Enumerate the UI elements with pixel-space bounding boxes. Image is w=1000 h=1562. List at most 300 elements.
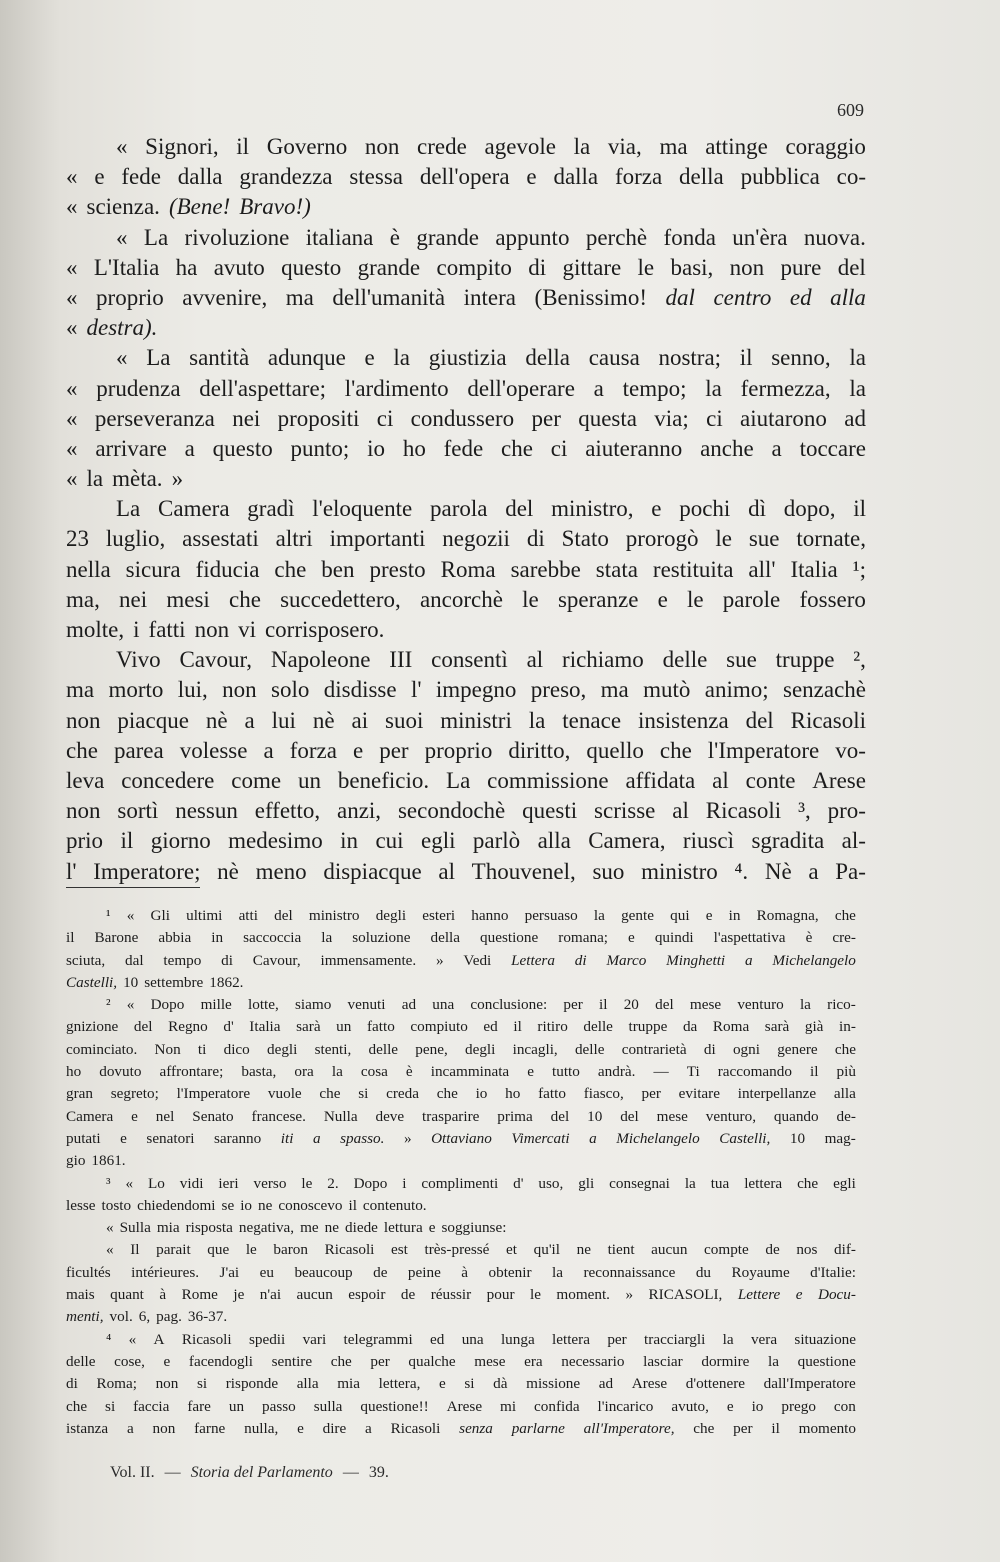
text-line xyxy=(66,313,866,343)
word: missione xyxy=(526,1375,581,1393)
word: santità xyxy=(189,345,250,371)
word: tempo xyxy=(163,951,202,969)
word: cosa xyxy=(360,1063,388,1081)
word: basi, xyxy=(670,254,714,280)
word: « xyxy=(125,1174,134,1192)
word: avuto, xyxy=(671,1397,709,1415)
footnote-line xyxy=(66,1039,856,1061)
word: (Benissimo! xyxy=(534,284,647,310)
word: ben xyxy=(321,556,355,582)
word: nè xyxy=(312,707,335,733)
word: à xyxy=(159,1286,167,1304)
word: di xyxy=(528,254,547,280)
word: dell'operare xyxy=(467,375,575,401)
word: creda xyxy=(386,1085,419,1103)
word: chiedendomi xyxy=(137,1196,216,1214)
word: nel xyxy=(155,1107,175,1125)
word: « xyxy=(66,375,78,401)
word: fiasco, xyxy=(583,1085,624,1103)
word: saccoccia xyxy=(243,929,302,947)
word: ma xyxy=(285,284,314,310)
word: egli xyxy=(833,1174,856,1192)
word: Arese xyxy=(631,1375,668,1393)
word: dispiacque xyxy=(323,858,422,884)
word: agevole xyxy=(484,134,556,159)
word: pro- xyxy=(827,798,866,824)
word: una xyxy=(432,996,455,1014)
word: della xyxy=(430,929,461,947)
word: questione!! xyxy=(360,1397,429,1415)
word: 10 xyxy=(123,973,139,991)
word: ne xyxy=(324,1219,340,1237)
word: conte xyxy=(745,767,796,793)
word: e xyxy=(795,1286,803,1304)
word: questione xyxy=(480,929,539,947)
word: abbia xyxy=(158,929,192,947)
word: degli xyxy=(266,1040,298,1058)
word: toccare xyxy=(799,435,866,461)
word: la xyxy=(573,134,591,159)
word: meno xyxy=(255,858,307,884)
word: degli xyxy=(375,907,407,924)
word: uso, xyxy=(538,1174,564,1192)
word: nulla, xyxy=(244,1419,279,1437)
word: de xyxy=(400,1286,416,1304)
word: gente xyxy=(621,907,654,924)
word: sicura xyxy=(125,556,181,582)
word: moment. xyxy=(556,1286,610,1304)
word: scienza. xyxy=(86,194,160,220)
word: « xyxy=(116,134,128,159)
word: fatto xyxy=(366,1018,395,1036)
word: Castelli, xyxy=(66,973,118,991)
word: lettera xyxy=(552,1330,590,1348)
word: è xyxy=(389,224,400,250)
word: ultimi xyxy=(186,907,223,924)
word: fermezza, xyxy=(740,375,831,401)
word: 1862. xyxy=(209,973,244,991)
word: contenuto. xyxy=(362,1196,427,1214)
word: ci xyxy=(376,405,394,431)
word: non xyxy=(66,707,101,733)
word: del xyxy=(133,1018,153,1036)
word: stata xyxy=(595,556,638,582)
word: momento xyxy=(798,1419,856,1437)
word: ma xyxy=(659,134,688,159)
word: prudenza xyxy=(96,375,181,401)
word: è xyxy=(805,929,813,947)
text-line xyxy=(66,132,866,162)
word: de xyxy=(373,1263,388,1281)
footnote-line xyxy=(66,1128,856,1150)
footnote-line xyxy=(66,1150,856,1172)
word: diritto, xyxy=(508,737,571,763)
word: telegrammi xyxy=(343,1330,413,1348)
word: di xyxy=(66,1375,78,1393)
word: a xyxy=(126,1419,134,1437)
word: Ricasoli xyxy=(181,1330,232,1348)
word: et xyxy=(506,1241,518,1259)
word: che xyxy=(66,737,98,763)
word: propositi xyxy=(277,405,360,431)
word: intera xyxy=(463,284,517,310)
word: del xyxy=(550,1107,570,1125)
word: mesi xyxy=(166,586,210,612)
word: pure xyxy=(780,254,822,280)
footnotes xyxy=(66,905,856,1440)
page-number: 609 xyxy=(837,100,864,120)
word: Ottaviano xyxy=(431,1129,492,1147)
word: Vivo xyxy=(116,647,161,673)
word: ³ xyxy=(106,1174,111,1192)
word: quello xyxy=(586,737,644,763)
word: e xyxy=(131,1107,138,1125)
word: via, xyxy=(607,134,642,159)
text-line xyxy=(66,796,866,826)
footnote-line xyxy=(66,1329,856,1351)
word: atti xyxy=(238,907,258,924)
word: che xyxy=(436,1085,458,1103)
word: francese. xyxy=(251,1107,306,1125)
word: Michelangelo xyxy=(772,951,856,969)
word: parole xyxy=(722,586,781,612)
word: L'Italia xyxy=(93,254,160,280)
word: delle xyxy=(368,1040,399,1058)
word: mia xyxy=(337,1375,361,1393)
word: quant xyxy=(110,1286,144,1304)
word: l'eloquente xyxy=(312,496,413,522)
word: RICASOLI, xyxy=(648,1286,723,1304)
word: « xyxy=(116,224,128,250)
footer-dash: — xyxy=(164,1464,181,1481)
word: Vimercati xyxy=(511,1129,570,1147)
word: Camera, xyxy=(588,828,666,854)
word: effetto, xyxy=(254,798,321,824)
word: Minghetti xyxy=(666,951,726,969)
word: è xyxy=(405,1063,413,1081)
text-line xyxy=(66,192,866,222)
word: diede xyxy=(345,1219,378,1237)
word: degli xyxy=(464,1040,496,1058)
word: ne xyxy=(258,1196,273,1214)
word: situazione xyxy=(794,1330,856,1348)
word: est xyxy=(391,1241,408,1259)
word: a xyxy=(589,1129,597,1147)
word: peine xyxy=(407,1263,441,1281)
word: un xyxy=(336,1018,352,1036)
word: d' xyxy=(223,1018,234,1036)
word: lettura xyxy=(383,1219,423,1237)
word: lettera, xyxy=(378,1375,421,1393)
word: più xyxy=(836,1063,856,1081)
word: non xyxy=(66,798,101,824)
word: nei xyxy=(119,586,148,612)
word: parait xyxy=(156,1241,191,1259)
text-line xyxy=(66,253,866,283)
word: all' xyxy=(748,556,776,582)
word: « xyxy=(106,1219,114,1237)
footnote-line xyxy=(66,1173,856,1195)
word: « xyxy=(66,405,78,431)
word: Barone xyxy=(94,929,139,947)
word: che xyxy=(330,1352,352,1370)
word: Docu- xyxy=(817,1286,856,1304)
word: Napoleone xyxy=(270,647,371,673)
word: a xyxy=(593,375,604,401)
word: prio xyxy=(66,828,104,854)
word: speranze xyxy=(557,586,639,612)
word: il xyxy=(739,345,753,371)
word: ne xyxy=(576,1241,591,1259)
word: dì xyxy=(748,496,766,522)
word: senzachè xyxy=(783,677,866,703)
word: la xyxy=(331,1063,343,1081)
word: Bravo!) xyxy=(239,194,311,220)
word: punto; xyxy=(290,435,350,461)
word: gio xyxy=(66,1152,86,1170)
word: che xyxy=(834,907,856,924)
word: parola xyxy=(430,496,488,522)
word: me xyxy=(300,1219,319,1237)
text-line xyxy=(66,374,866,404)
word: d'Italie: xyxy=(810,1263,856,1281)
word: sarà xyxy=(296,1018,321,1036)
word: fatti xyxy=(148,617,186,642)
word: beaucoup xyxy=(294,1263,353,1281)
word: pochi xyxy=(679,496,731,522)
word: eu xyxy=(259,1263,274,1281)
word: non xyxy=(364,134,400,159)
word: mutò xyxy=(643,677,691,703)
word: 6, xyxy=(138,1308,151,1326)
word: aiutarono xyxy=(740,405,827,431)
word: lettera xyxy=(744,1174,783,1192)
word: negozii xyxy=(442,526,510,552)
word: delle xyxy=(583,1018,613,1036)
word: quindi xyxy=(654,929,694,947)
word: Ti xyxy=(686,1063,700,1081)
word: ³, xyxy=(798,798,811,824)
word: pubblica xyxy=(740,164,820,190)
word: Signori, xyxy=(145,134,219,159)
word: avvenire, xyxy=(182,284,268,310)
word: al xyxy=(438,858,455,884)
word: Lettera xyxy=(511,951,555,969)
footnote-line xyxy=(66,950,856,972)
word: si xyxy=(358,1085,369,1103)
word: grande xyxy=(416,224,479,250)
word: Lettere xyxy=(737,1286,781,1304)
word: aucun xyxy=(296,1286,333,1304)
word: Roma; xyxy=(96,1375,137,1393)
word: Governo xyxy=(266,134,348,159)
word: del xyxy=(505,496,534,522)
word: parea xyxy=(113,737,164,763)
word: Ricasoli xyxy=(790,707,866,733)
word: istanza xyxy=(66,1419,109,1437)
word: dif- xyxy=(834,1241,856,1259)
word: fonda xyxy=(663,224,716,250)
word: il xyxy=(810,1063,819,1081)
word: Cavour, xyxy=(179,647,252,673)
word: nei xyxy=(232,405,261,431)
word: per xyxy=(733,1419,753,1437)
word: dalla xyxy=(553,164,599,190)
word: La xyxy=(146,345,171,371)
word: Ricasoli xyxy=(324,1241,375,1259)
word: attinge xyxy=(705,134,768,159)
word: ci xyxy=(550,435,568,461)
word: al xyxy=(712,767,729,793)
word: iti xyxy=(280,1129,294,1147)
word: ti xyxy=(197,1040,207,1058)
word: giustizia xyxy=(428,345,507,371)
word: conoscevo xyxy=(278,1196,343,1214)
word: in xyxy=(340,828,359,854)
word: ed xyxy=(483,1018,498,1036)
word: conclusione: xyxy=(470,996,548,1014)
word: Ricasoli xyxy=(390,1419,441,1437)
word: dopo, xyxy=(783,496,836,522)
word: farne xyxy=(194,1419,226,1437)
word: ad xyxy=(401,996,417,1014)
word: truppe xyxy=(775,647,835,673)
word: compito xyxy=(436,254,512,280)
word: « xyxy=(116,345,128,371)
word: » xyxy=(436,951,444,969)
word: « xyxy=(66,194,78,220)
word: gradì xyxy=(247,496,295,522)
word: destra). xyxy=(86,315,158,341)
word: ora xyxy=(294,1063,314,1081)
word: 23 xyxy=(66,526,89,552)
word: senatori xyxy=(146,1129,195,1147)
word: l' xyxy=(410,677,422,703)
word: la xyxy=(528,707,546,733)
word: Sulla xyxy=(119,1219,151,1237)
word: non xyxy=(152,1419,176,1437)
word: sulla xyxy=(313,1397,343,1415)
word: vo- xyxy=(835,737,866,763)
word: mag- xyxy=(824,1129,856,1147)
word: ma xyxy=(600,677,629,703)
word: a xyxy=(808,858,819,884)
word: prima xyxy=(497,1107,533,1125)
word: dico xyxy=(223,1040,250,1058)
footnote-line xyxy=(66,1106,856,1128)
word: via; xyxy=(654,405,689,431)
word: settembre xyxy=(144,973,204,991)
word: nessun xyxy=(175,798,238,824)
word: ministro, xyxy=(551,496,634,522)
word: parlò xyxy=(472,828,521,854)
word: la xyxy=(799,996,811,1014)
word: il xyxy=(513,1018,522,1036)
word: il xyxy=(853,496,866,522)
word: le xyxy=(301,1174,313,1192)
word: senza xyxy=(459,1419,493,1437)
word: Ricasoli xyxy=(705,798,782,824)
word: « xyxy=(66,254,78,280)
footnote-divider xyxy=(66,887,200,888)
word: Gli xyxy=(150,907,170,924)
word: e xyxy=(120,1129,127,1147)
word: di xyxy=(703,1040,716,1058)
word: Camera xyxy=(66,1107,114,1125)
word: e xyxy=(527,1063,534,1081)
text-line xyxy=(66,524,866,554)
word: La xyxy=(446,767,471,793)
footnote-line xyxy=(66,927,856,949)
word: vuole xyxy=(267,1085,302,1103)
word: immensamente. xyxy=(320,951,417,969)
word: Dopo xyxy=(150,996,185,1014)
word: sue xyxy=(726,647,757,673)
word: de- xyxy=(836,1107,856,1125)
footer-sheet: 39. xyxy=(368,1464,389,1481)
word: a xyxy=(244,707,255,733)
word: delle xyxy=(66,1352,96,1370)
word: in xyxy=(728,907,741,924)
word: dire xyxy=(322,1419,347,1437)
word: « xyxy=(126,996,135,1014)
footnote-line xyxy=(66,905,856,927)
word: vol. xyxy=(109,1308,133,1326)
footnote-line xyxy=(66,1306,856,1328)
word: perseveranza xyxy=(94,405,215,431)
word: Nulla xyxy=(323,1107,358,1125)
word: Arese xyxy=(446,1397,483,1415)
word: leva xyxy=(66,767,105,793)
word: romana; xyxy=(558,929,609,947)
word: già xyxy=(804,1018,824,1036)
word: Stato xyxy=(561,526,609,552)
word: trasparire xyxy=(422,1107,480,1125)
text-line xyxy=(66,404,866,434)
word: raccomando xyxy=(717,1063,792,1081)
word: perchè xyxy=(585,224,648,250)
word: alla xyxy=(537,828,571,854)
word: senno, xyxy=(771,345,831,371)
word: e xyxy=(726,1397,734,1415)
word: coraggio xyxy=(785,134,866,159)
word: le xyxy=(637,254,655,280)
word: io xyxy=(367,435,386,461)
word: Non xyxy=(154,1040,181,1058)
word: gittare xyxy=(562,254,622,280)
word: sgradita xyxy=(751,828,825,854)
word: gnizione xyxy=(66,1018,119,1036)
word: un xyxy=(297,767,321,793)
word: questione xyxy=(797,1352,856,1370)
word: réussir xyxy=(430,1286,472,1304)
word: compiuto xyxy=(410,1018,468,1036)
word: un'èra xyxy=(732,224,788,250)
word: ho xyxy=(66,1063,82,1081)
word: solo xyxy=(271,677,310,703)
word: » xyxy=(171,466,184,492)
word: fatto xyxy=(538,1085,566,1103)
word: 36-37. xyxy=(187,1308,228,1326)
word: Nè xyxy=(764,858,792,884)
word: ad xyxy=(598,1375,614,1393)
word: « xyxy=(66,315,78,341)
word: mi xyxy=(500,1397,517,1415)
word: altri xyxy=(275,526,313,552)
word: le xyxy=(245,1241,257,1259)
word: » xyxy=(403,1129,412,1147)
word: le xyxy=(715,526,732,552)
